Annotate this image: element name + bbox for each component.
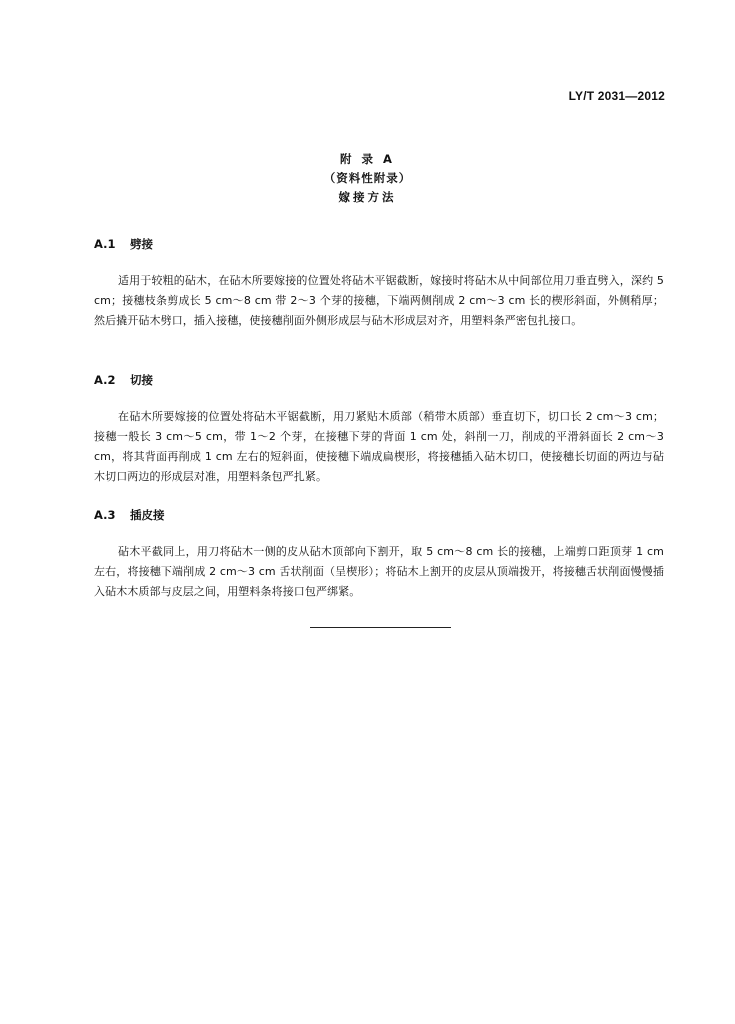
section-paragraph: 在砧木所要嫁接的位置处将砧木平锯截断，用刀紧贴木质部（稍带木质部）垂直切下，切口长 2 cm～3 cm；接穗一般长 3 cm～5 cm，带 1～2 个芽，在接穗下芽的背面 1 cm 处，斜削一刀，削成的平滑斜面长 2 cm～3 cm，将其背面再削成 1 cm 左右的短斜面，使接穗下端成扁楔形，将接穗插入砧木切口，使接穗长切面的两边与砧木切口两边的形成层对准，用塑料条包严扎紧。 [94,410,664,483]
appendix-label: 附 录 A [340,152,395,166]
appendix-type: （资料性附录） [323,171,412,185]
appendix-header [0,150,735,207]
section-heading [94,505,664,525]
section-heading [94,370,664,390]
section-a3 [94,505,664,602]
section-number: A.1 [94,237,116,251]
section-heading [94,234,664,254]
section-paragraph: 砧木平截同上，用刀将砧木一侧的皮从砧木顶部向下割开，取 5 cm～8 cm 长的接穗，上端剪口距顶芽 1 cm 左右，将接穗下端削成 2 cm～3 cm 舌状削面（呈楔形）；将砧木上割开的皮层从顶端拨开，将接穗舌状削面慢慢插入砧木木质部与皮层之间，用塑料条将接口包严绑紧。 [94,545,664,598]
section-number: A.3 [94,508,116,522]
section-a2 [94,370,664,487]
section-a1 [94,234,664,331]
appendix-title: 嫁接方法 [338,190,397,204]
section-title: 劈接 [130,237,153,251]
section-paragraph: 适用于较粗的砧木，在砧木所要嫁接的位置处将砧木平锯截断，嫁接时将砧木从中间部位用刀垂直劈入，深约 5 cm；接穗枝条剪成长 5 cm～8 cm 带 2～3 个芽的接穗，下端两侧削成 2 cm～3 cm 长的楔形斜面，外侧稍厚；然后撬开砧木劈口，插入接穗，使接穗削面外侧形成层与砧木形成层对齐，用塑料条严密包扎接口。 [94,274,664,327]
standard-code: LY/T 2031—2012 [568,89,665,103]
section-title: 插皮接 [130,508,165,522]
end-of-document-rule [310,627,451,628]
section-number: A.2 [94,373,116,387]
section-title: 切接 [130,373,153,387]
